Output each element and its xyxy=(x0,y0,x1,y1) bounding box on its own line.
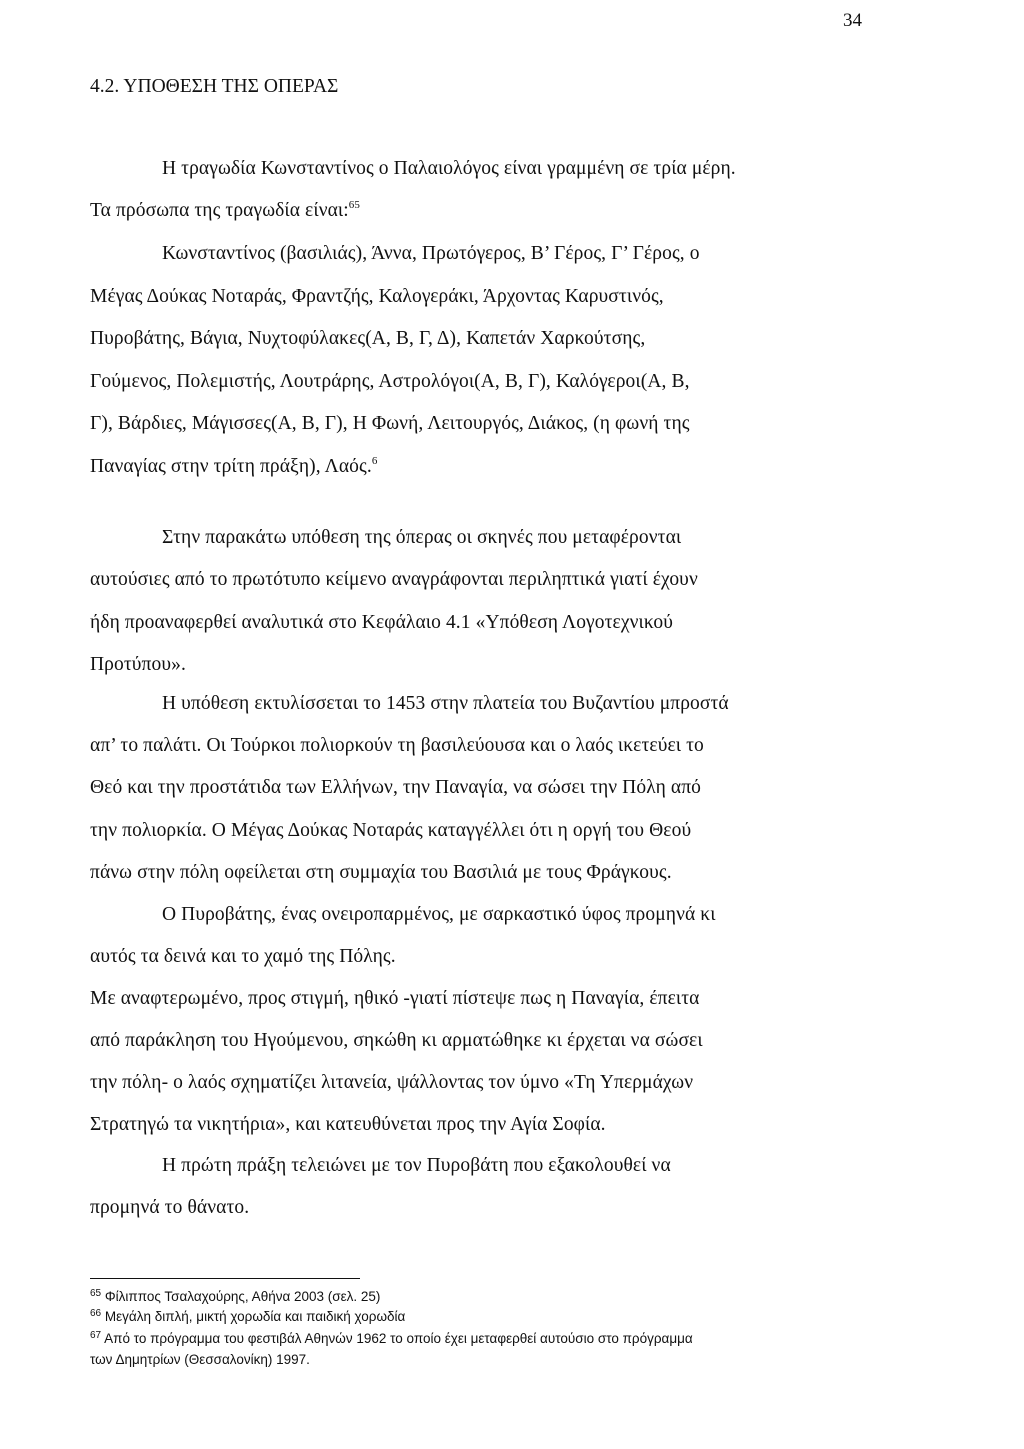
text-line: την πόλη- ο λαός σχηματίζει λιτανεία, ψάλλοντας τον ύμνο «Τη Υπερμάχων xyxy=(90,1072,694,1093)
text-line: Η πρώτη πράξη τελειώνει με τον Πυροβάτη που εξακολουθεί να xyxy=(162,1155,671,1176)
text-line: Στρατηγώ τα νικητήρια», και κατευθύνεται προς την Αγία Σοφία. xyxy=(90,1114,606,1135)
text-line: Στην παρακάτω υπόθεση της όπερας οι σκηνές που μεταφέρονται xyxy=(162,527,682,548)
footnote-67 xyxy=(90,1330,693,1349)
text-line: Η υπόθεση εκτυλίσσεται το 1453 στην πλατεία του Βυζαντίου μπροστά xyxy=(162,693,729,714)
footnote-67-continued: των Δημητρίων (Θεσσαλονίκη) 1997. xyxy=(90,1352,310,1367)
footnote-text: Μεγάλη διπλή, μικτή χορωδία και παιδική χορωδία xyxy=(104,1309,406,1324)
footnote-number: 65 xyxy=(90,1288,102,1299)
footnote-ref: 65 xyxy=(348,199,360,211)
text-line xyxy=(90,199,360,225)
section-heading: 4.2. ΥΠΟΘΕΣΗ ΤΗΣ ΟΠΕΡΑΣ xyxy=(90,76,339,97)
text-line: απ’ το παλάτι. Οι Τούρκοι πολιορκούν τη βασιλεύουσα και ο λαός ικετεύει το xyxy=(90,735,704,756)
footnote-65 xyxy=(90,1288,380,1307)
text-line xyxy=(90,455,377,481)
text-line: πάνω στην πόλη οφείλεται στη συμμαχία του Βασιλιά με τους Φράγκους. xyxy=(90,862,672,883)
text-line: Η τραγωδία Κωνσταντίνος ο Παλαιολόγος είναι γραμμένη σε τρία μέρη. xyxy=(162,158,736,179)
text-line: Με αναφτερωμένο, προς στιγμή, ηθικό -γιατί πίστεψε πως η Παναγία, έπειτα xyxy=(90,988,700,1009)
text-line: αυτούσιες από το πρωτότυπο κείμενο αναγράφονται περιληπτικά γιατί έχουν xyxy=(90,569,698,590)
text-line: Κωνσταντίνος (βασιλιάς), Άννα, Πρωτόγερος, Β’ Γέρος, Γ’ Γέρος, ο xyxy=(162,243,700,264)
text-line: ήδη προαναφερθεί αναλυτικά στο Κεφάλαιο 4.1 «Υπόθεση Λογοτεχνικού xyxy=(90,612,673,633)
text-line: Ο Πυροβάτης, ένας ονειροπαρμένος, με σαρκαστικό ύφος προμηνά κι xyxy=(162,904,716,925)
text-line: αυτός τα δεινά και το χαμό της Πόλης. xyxy=(90,946,396,967)
text-line: την πολιορκία. Ο Μέγας Δούκας Νοταράς καταγγέλλει ότι η οργή του Θεού xyxy=(90,820,692,841)
page-number: 34 xyxy=(843,10,862,31)
footnote-number: 67 xyxy=(90,1330,102,1341)
text-span: Παναγίας στην τρίτη πράξη), Λαός. xyxy=(90,456,372,477)
text-line: από παράκληση του Ηγούμενου, σηκώθη κι αρματώθηκε κι έρχεται να σώσει xyxy=(90,1030,703,1051)
text-line: Γούμενος, Πολεμιστής, Λουτράρης, Αστρολόγοι(Α, Β, Γ), Καλόγεροι(Α, Β, xyxy=(90,371,690,392)
text-line: Μέγας Δούκας Νοταράς, Φραντζής, Καλογεράκι, Άρχοντας Καρυστινός, xyxy=(90,286,664,307)
text-line: Θεό και την προστάτιδα των Ελλήνων, την Παναγία, να σώσει την Πόλη από xyxy=(90,777,701,798)
text-line: Γ), Βάρδιες, Μάγισσες(Α, Β, Γ), Η Φωνή, Λειτουργός, Διάκος, (η φωνή της xyxy=(90,413,690,434)
footnote-ref: 6 xyxy=(371,455,378,467)
footnote-number: 66 xyxy=(90,1308,102,1319)
footnote-66 xyxy=(90,1308,405,1327)
footnote-text: Φίλιππος Τσαλαχούρης, Αθήνα 2003 (σελ. 25) xyxy=(104,1289,381,1304)
footnote-text: Από το πρόγραμμα του φεστιβάλ Αθηνών 1962 το οποίο έχει μεταφερθεί αυτούσιο στο πρόγραμμα xyxy=(104,1331,693,1346)
text-line: προμηνά το θάνατο. xyxy=(90,1197,250,1218)
text-span: Τα πρόσωπα της τραγωδία είναι: xyxy=(90,200,349,221)
text-line: Πυροβάτης, Βάγια, Νυχτοφύλακες(Α, Β, Γ, Δ), Καπετάν Χαρκούτσης, xyxy=(90,328,646,349)
text-line: Προτύπου». xyxy=(90,654,186,675)
footnote-separator xyxy=(90,1278,360,1279)
